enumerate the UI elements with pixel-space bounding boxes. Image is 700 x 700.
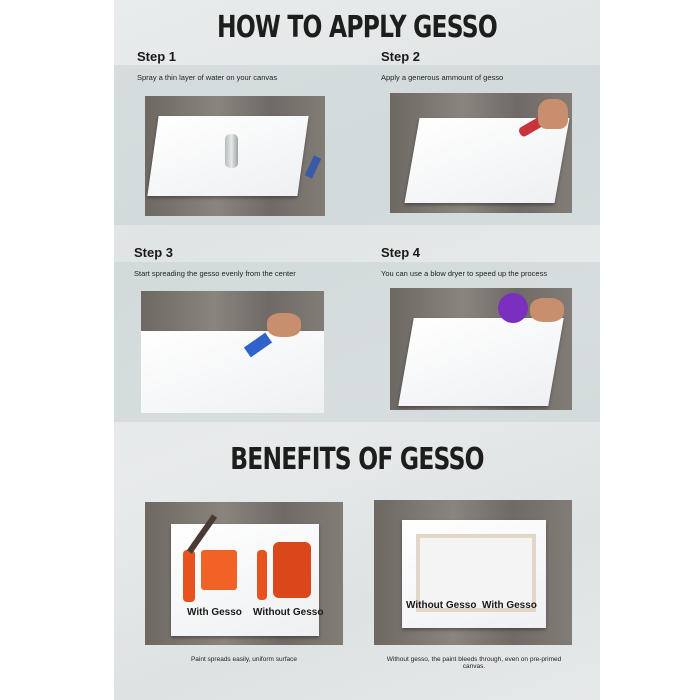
step-3-text: Start spreading the gesso evenly from the center	[134, 269, 296, 278]
label-without-gesso: Without Gesso	[406, 600, 477, 611]
paint-stroke	[273, 542, 311, 598]
benefit-left-photo	[145, 502, 343, 645]
label-with-gesso: With Gesso	[482, 600, 537, 611]
howto-title: HOW TO APPLY GESSO	[217, 10, 497, 45]
step-2-text: Apply a generous ammount of gesso	[381, 73, 504, 82]
hand-icon	[530, 298, 564, 322]
paint-stroke	[257, 550, 267, 600]
step-4-text: You can use a blow dryer to speed up the process	[381, 269, 548, 278]
hand-icon	[267, 313, 301, 337]
step-3-heading: Step 3	[134, 245, 174, 260]
step-4-photo	[390, 288, 572, 410]
step-4-heading: Step 4	[381, 245, 421, 260]
benefit-right-caption: Without gesso, the paint bleeds through, even on pre-primed canvas.	[386, 656, 562, 670]
step-1-text: Spray a thin layer of water on your canvas	[137, 73, 278, 82]
label-with-gesso: With Gesso	[187, 607, 242, 618]
paint-stroke	[183, 550, 195, 602]
hand-icon	[538, 99, 568, 129]
brush-icon	[305, 155, 322, 178]
label-without-gesso: Without Gesso	[253, 607, 324, 618]
canvas-board	[141, 331, 324, 413]
canvas-board	[405, 118, 570, 203]
infographic-sheet	[114, 0, 600, 700]
benefit-right-photo	[374, 500, 572, 645]
step-1-photo	[145, 96, 325, 216]
canvas-board	[398, 318, 564, 406]
step-2-photo	[390, 93, 572, 213]
benefits-title: BENEFITS OF GESSO	[230, 442, 484, 477]
blow-dryer-icon	[498, 293, 528, 323]
benefit-left-caption: Paint spreads easily, uniform surface	[190, 656, 298, 663]
step-2-heading: Step 2	[381, 49, 421, 64]
step-3-photo	[141, 291, 324, 413]
step-1-heading: Step 1	[137, 49, 177, 64]
spray-bottle-icon	[225, 134, 238, 168]
paint-stroke	[201, 550, 237, 590]
